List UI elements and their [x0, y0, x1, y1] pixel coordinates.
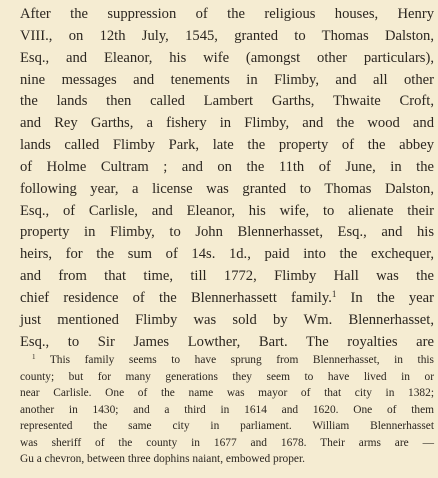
text-line: Esq., to Sir James Lowther, Bart. The royalties are: [20, 333, 434, 350]
footnote-line: near Carlisle. One of the name was mayor of that city in 1382;: [20, 387, 434, 399]
text-line: property in Flimby, to John Blennerhasset, Esq., and his: [20, 224, 434, 241]
footnote-line: represented the same city in parliament. William Blennerhasset: [20, 420, 434, 432]
main-text: [20, 4, 434, 354]
text-line: nine messages and tenements in Flimby, and all other: [20, 71, 434, 88]
text-line: VIII., on 12th July, 1545, granted to Thomas Dalston,: [20, 27, 434, 44]
footnote-line: [20, 352, 434, 369]
text-line: following year, a license was granted to Thomas Dalston,: [20, 180, 434, 197]
footnote-text: This family seems to have sprung from Blennerhasset, in this: [35, 354, 434, 366]
footnote-reference: 1: [331, 289, 337, 299]
text-line: of Holme Cultram ; and on the 11th of June, in the: [20, 158, 434, 175]
text-segment: In the year: [336, 289, 434, 306]
text-line: and from that time, till 1772, Flimby Hall was the: [20, 268, 434, 285]
footnote-line: another in 1430; and a third in 1614 and 1620. One of them: [20, 403, 434, 416]
footnote: [20, 352, 434, 468]
text-line: just mentioned Flimby was sold by Wm. Blennerhasset,: [20, 311, 434, 328]
footnote-line: Gu a chevron, between three dophins naiant, embowed proper.: [20, 453, 305, 465]
footnote-line: county; but for many generations they seem to have lived in or: [20, 370, 434, 383]
footnote-marker: 1: [32, 353, 36, 362]
text-line: lands called Flimby Park, late the property of the abbey: [20, 137, 434, 154]
text-line: and Rey Garths, a fishery in Flimby, and the wood and: [20, 115, 434, 132]
text-line-with-footnote-ref: [20, 288, 434, 310]
footnote-line: was sheriff of the county in 1677 and 1678. Their arms are —: [20, 436, 434, 449]
text-line: Esq., and Eleanor, his wife (amongst other particulars),: [20, 49, 434, 66]
text-line: heirs, for the sum of 14s. 1d., paid into the exchequer,: [20, 246, 434, 263]
text-segment: chief residence of the Blennerhassett family.: [20, 289, 332, 306]
text-line: the lands then called Lambert Garths, Thwaite Croft,: [20, 93, 434, 110]
text-line: Esq., of Carlisle, and Eleanor, his wife, to alienate their: [20, 202, 434, 219]
text-line: After the suppression of the religious houses, Henry: [20, 6, 434, 22]
